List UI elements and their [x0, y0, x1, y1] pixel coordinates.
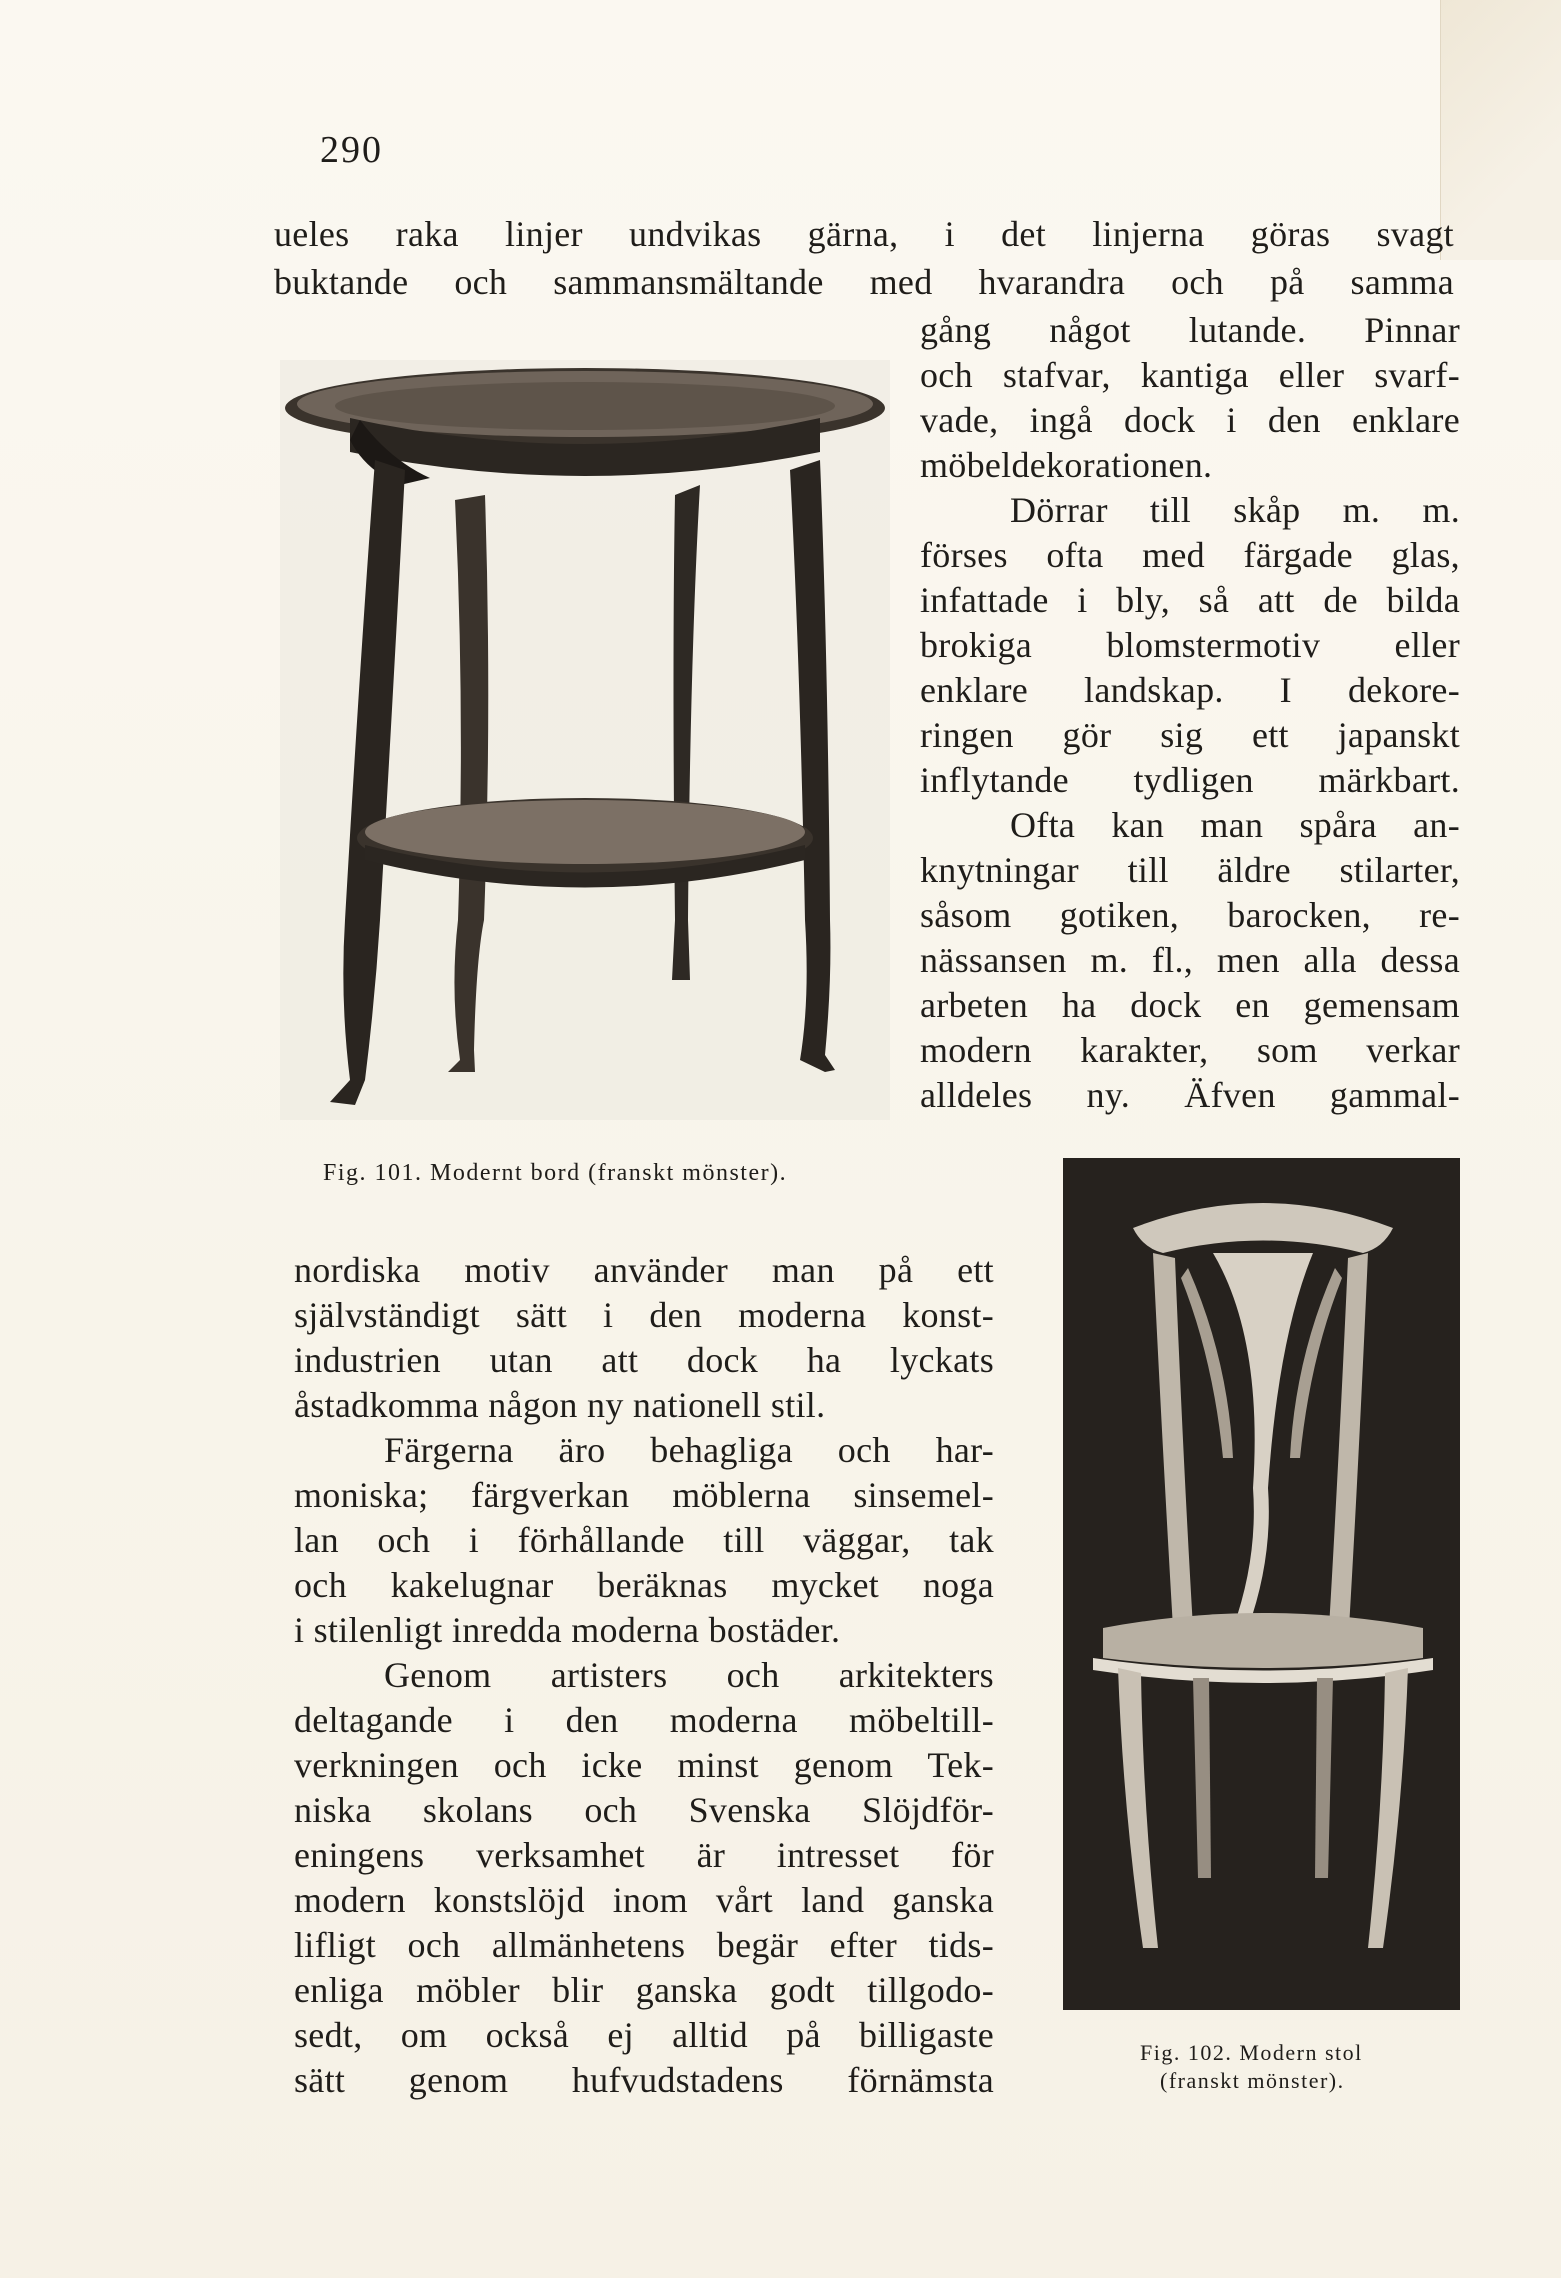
- text-line: enklare landskap. I dekore-: [920, 670, 1460, 710]
- text-line: Genom artisters och arkitekters: [384, 1655, 994, 1695]
- fig102-caption-line1: Fig. 102. Modern stol: [1140, 2040, 1363, 2065]
- text-line: enliga möbler blir ganska godt tillgodo-: [294, 1970, 994, 2010]
- text-line: Dörrar till skåp m. m.: [1010, 490, 1460, 530]
- text-line: sätt genom hufvudstadens förnämsta: [294, 2060, 994, 2100]
- text-line: ueles raka linjer undvikas gärna, i det linjerna göras svagt: [274, 214, 1454, 254]
- text-line: eningens verksamhet är intresset för: [294, 1835, 994, 1875]
- text-line: såsom gotiken, barocken, re-: [920, 895, 1460, 935]
- page-number: 290: [320, 129, 383, 171]
- text-line: sedt, om också ej alltid på billigaste: [294, 2015, 994, 2055]
- text-line: ringen gör sig ett japanskt: [920, 715, 1460, 755]
- text-line: Färgerna äro behagliga och har-: [384, 1430, 994, 1470]
- text-line: självständigt sätt i den moderna konst-: [294, 1295, 994, 1335]
- text-line: knytningar till äldre stilarter,: [920, 850, 1460, 890]
- text-line: buktande och sammansmältande med hvarandra och på samma: [274, 262, 1454, 302]
- text-line: inflytande tydligen märkbart.: [920, 760, 1460, 800]
- text-line: möbeldekorationen.: [920, 445, 1213, 485]
- text-line: moniska; färgverkan möblerna sinsemel-: [294, 1475, 994, 1515]
- page-fold-corner: [1440, 0, 1561, 260]
- text-line: modern konstslöjd inom vårt land ganska: [294, 1880, 994, 1920]
- text-line: deltagande i den moderna möbeltill-: [294, 1700, 994, 1740]
- text-line: i stilenligt inredda moderna bostäder.: [294, 1610, 841, 1650]
- text-line: och kakelugnar beräknas mycket noga: [294, 1565, 994, 1605]
- fig101-table-illustration: [280, 360, 890, 1160]
- text-line: modern karakter, som verkar: [920, 1030, 1460, 1070]
- text-line: verkningen och icke minst genom Tek-: [294, 1745, 994, 1785]
- text-line: och stafvar, kantiga eller svarf-: [920, 355, 1460, 395]
- text-line: alldeles ny. Äfven gammal-: [920, 1075, 1460, 1115]
- text-line: gång något lutande. Pinnar: [920, 310, 1460, 350]
- text-line: lan och i förhållande till väggar, tak: [294, 1520, 994, 1560]
- text-line: lifligt och allmänhetens begär efter tids-: [294, 1925, 994, 1965]
- fig102-chair-photo: [1063, 1158, 1460, 2010]
- text-line: industrien utan att dock ha lyckats: [294, 1340, 994, 1380]
- text-line: Ofta kan man spåra an-: [1010, 805, 1460, 845]
- text-line: vade, ingå dock i den enklare: [920, 400, 1460, 440]
- text-line: infattade i bly, så att de bilda: [920, 580, 1460, 620]
- fig102-caption-line2: (franskt mönster).: [1160, 2068, 1345, 2093]
- text-line: åstadkomma någon ny nationell stil.: [294, 1385, 826, 1425]
- text-line: förses ofta med färgade glas,: [920, 535, 1460, 575]
- text-line: niska skolans och Svenska Slöjdför-: [294, 1790, 994, 1830]
- text-line: nässansen m. fl., men alla dessa: [920, 940, 1460, 980]
- text-line: arbeten ha dock en gemensam: [920, 985, 1460, 1025]
- fig101-caption: Fig. 101. Modernt bord (franskt mönster).: [323, 1160, 788, 1186]
- text-line: nordiska motiv använder man på ett: [294, 1250, 994, 1290]
- text-line: brokiga blomstermotiv eller: [920, 625, 1460, 665]
